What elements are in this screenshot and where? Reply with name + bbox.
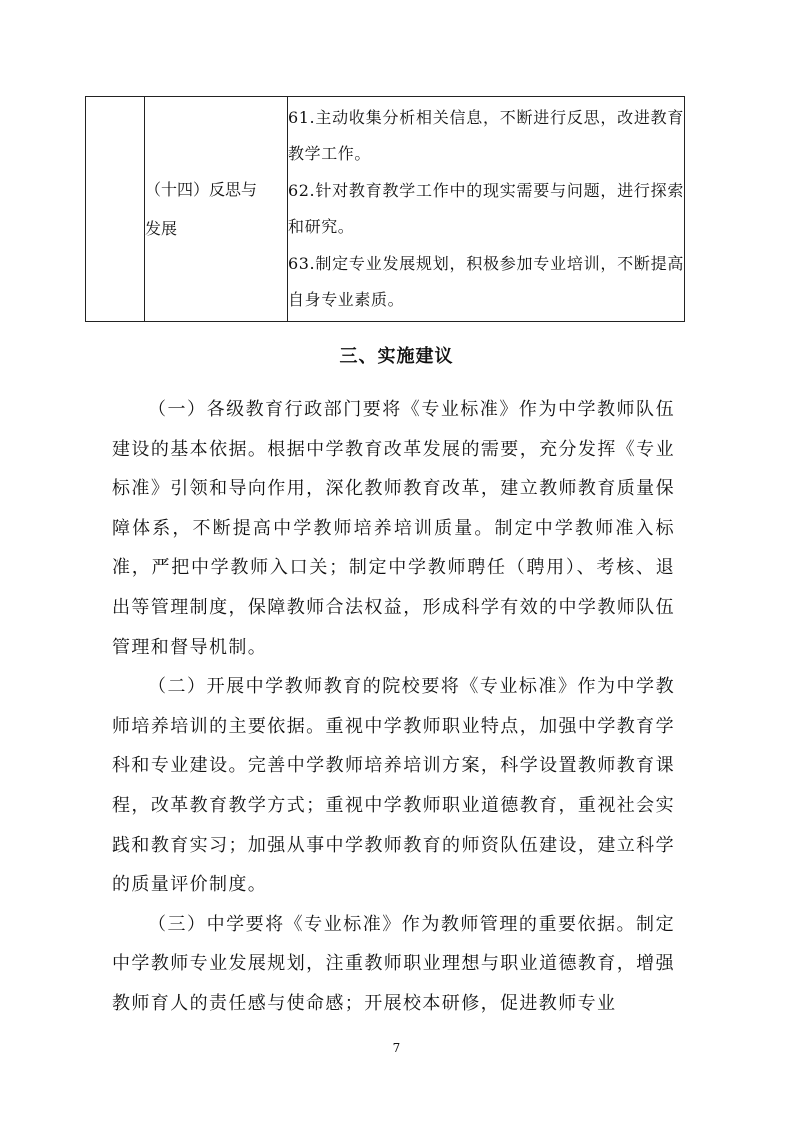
table-row bbox=[86, 97, 685, 322]
body-text bbox=[112, 390, 675, 1024]
section-title: 三、实施建议 bbox=[339, 346, 454, 367]
dimension-cell bbox=[86, 97, 145, 322]
area-label bbox=[145, 170, 287, 248]
paragraph: （二）开展中学教师教育的院校要将《专业标准》作为中学教师培养培训的主要依据。重视中学教师职业特点，加强中学教育学科和专业建设。完善中学教师培养培训方案，科学设置教师教育课程，改革教育教学方式；重视中学教师职业道德教育，重视社会实践和教育实习；加强从事中学教师教育的师资队伍建设，建立科学的质量评价制度。 bbox=[112, 676, 675, 896]
requirement-item: 62.针对教育教学工作中的现实需要与问题，进行探索和研究。 bbox=[288, 180, 684, 236]
standards-table bbox=[85, 96, 685, 322]
requirement-item: 61.主动收集分析相关信息，不断进行反思，改进教育教学工作。 bbox=[288, 107, 684, 163]
area-label-line: （十四）反思与 bbox=[145, 180, 258, 199]
area-cell bbox=[145, 97, 288, 322]
page-number: 7 bbox=[392, 1041, 401, 1055]
requirement-item: 63.制定专业发展规划，积极参加专业培训，不断提高自身专业素质。 bbox=[288, 253, 684, 309]
requirements-cell bbox=[288, 97, 685, 322]
paragraph: （三）中学要将《专业标准》作为教师管理的重要依据。制定中学教师专业发展规划，注重教师职业理想与职业道德教育，增强教师育人的责任感与使命感；开展校本研修，促进教师专业 bbox=[112, 913, 675, 1014]
area-label-line: 发展 bbox=[145, 219, 178, 238]
paragraph: （一）各级教育行政部门要将《专业标准》作为中学教师队伍建设的基本依据。根据中学教育改革发展的需要，充分发挥《专业标准》引领和导向作用，深化教师教育改革，建立教师教育质量保障体系，不断提高中学教师培养培训质量。制定中学教师准入标准，严把中学教师入口关；制定中学教师聘任（聘用）、考核、退出等管理制度，保障教师合法权益，形成科学有效的中学教师队伍管理和督导机制。 bbox=[112, 399, 675, 658]
